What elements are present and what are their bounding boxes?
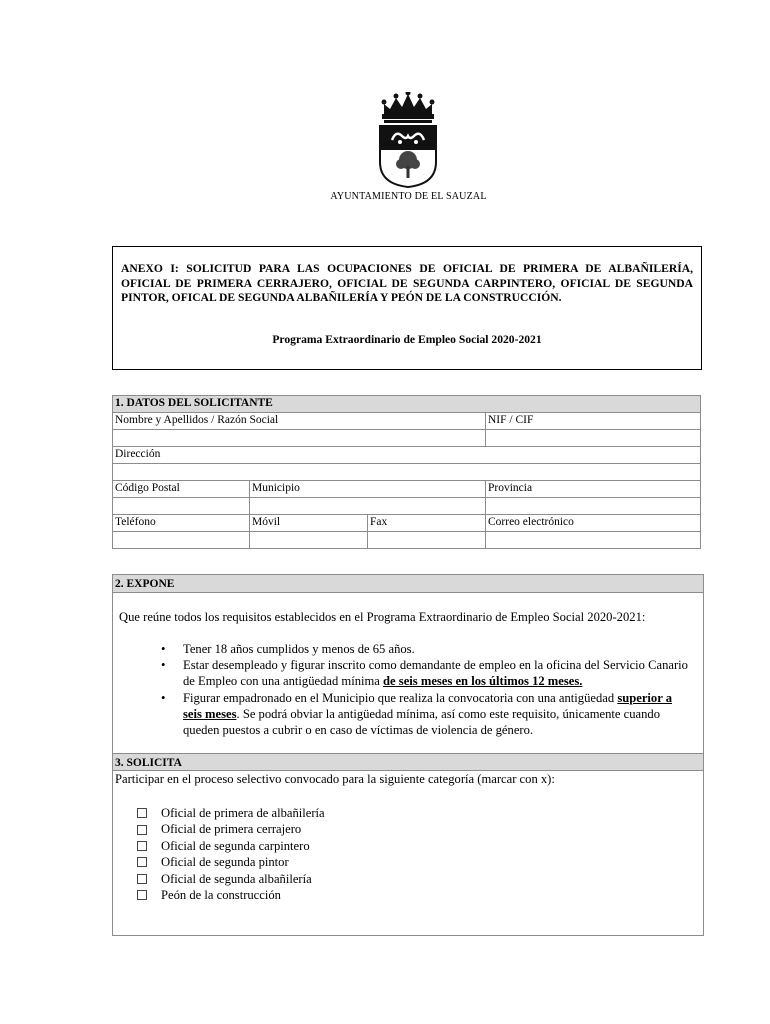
municipal-crest-logo [376,92,440,188]
fax-label: Fax [368,515,486,532]
province-field[interactable] [486,498,701,515]
requirement-emphasis: superior a seis meses [183,690,673,721]
category-label: Oficial de segunda carpintero [161,838,310,853]
category-option[interactable] [137,854,325,870]
address-field[interactable] [113,464,701,481]
requirement-text: Estar desempleado y figurar inscrito como demandante de empleo en la oficina del Servicio Canario de Empleo con una antigüedad mínima [183,658,688,689]
phone-field[interactable] [113,532,250,549]
bullet: • [161,658,166,673]
category-option[interactable] [137,838,325,854]
name-label: Nombre y Apellidos / Razón Social [113,413,486,430]
province-label: Provincia [486,481,701,498]
requirement-item [161,641,693,657]
nif-field[interactable] [486,430,701,447]
checkbox[interactable] [137,857,147,867]
category-label: Oficial de segunda pintor [161,855,289,870]
requirement-text: . Se podrá obviar la antigüedad mínima, así como este requisito, únicamente cuando queden puestos a cubrir o en caso de víctimas de violencia de género. [183,706,661,738]
municipality-name: AYUNTAMIENTO DE EL SAUZAL [330,191,487,202]
category-label: Peón de la construcción [161,888,281,903]
expone-intro: Que reúne todos los requisitos establecidos en el Programa Extraordinario de Empleo Social 2020-2021: [119,610,646,624]
category-option[interactable] [137,887,325,903]
checkbox[interactable] [137,874,147,884]
municipality-field[interactable] [250,498,486,515]
postal-code-field[interactable] [113,498,250,515]
annex-title-box [112,246,702,370]
address-label: Dirección [113,447,701,464]
category-label: Oficial de primera de albañilería [161,806,325,820]
checkbox[interactable] [137,841,147,851]
bullet: • [161,642,166,656]
expone-solicita-box [112,574,704,936]
section-1-header: 1. DATOS DEL SOLICITANTE [113,396,701,413]
mobile-label: Móvil [250,515,368,532]
mobile-field[interactable] [250,532,368,549]
annex-title: ANEXO I: SOLICITUD PARA LAS OCUPACIONES DE OFICIAL DE PRIMERA DE ALBAÑILERÍA, OFICIAL DE PRIMERA CERRAJERO, OFICIAL DE SEGUNDA CARPINTERO, OFICIAL DE SEGUNDA PINTOR, OFICAL DE SEGUNDA ALBAÑILERÍA Y PEÓN DE LA CONSTRUCCIÓN. [121,262,693,304]
requirement-text: Tener 18 años cumplidos y menos de 65 años. [183,642,415,656]
email-field[interactable] [486,532,701,549]
category-checklist [137,805,325,903]
bullet: • [161,690,166,705]
category-label: Oficial de segunda albañilería [161,871,312,886]
applicant-data-table [112,395,701,549]
requirement-item [161,657,693,689]
nif-label: NIF / CIF [486,413,701,430]
category-option[interactable] [137,805,325,821]
category-option[interactable] [137,821,325,837]
category-option[interactable] [137,871,325,887]
requirement-item [161,690,693,739]
section-2-header: 2. EXPONE [113,575,703,593]
solicita-intro: Participar en el proceso selectivo convocado para la siguiente categoría (marcar con x): [115,772,555,786]
fax-field[interactable] [368,532,486,549]
checkbox[interactable] [137,808,147,818]
category-label: Oficial de primera cerrajero [161,822,302,837]
phone-label: Teléfono [113,515,250,532]
requirements-list [161,641,693,738]
checkbox[interactable] [137,890,147,900]
requirement-text: Figurar empadronado en el Municipio que realiza la convocatoria con una antigüedad [183,690,618,705]
municipality-label: Municipio [250,481,486,498]
email-label: Correo electrónico [486,515,701,532]
name-field[interactable] [113,430,486,447]
checkbox[interactable] [137,825,147,835]
postal-code-label: Código Postal [113,481,250,498]
program-name: Programa Extraordinario de Empleo Social 2020-2021 [272,333,542,346]
section-3-header: 3. SOLICITA [113,753,703,771]
requirement-emphasis: de seis meses en los últimos 12 meses. [383,674,583,689]
